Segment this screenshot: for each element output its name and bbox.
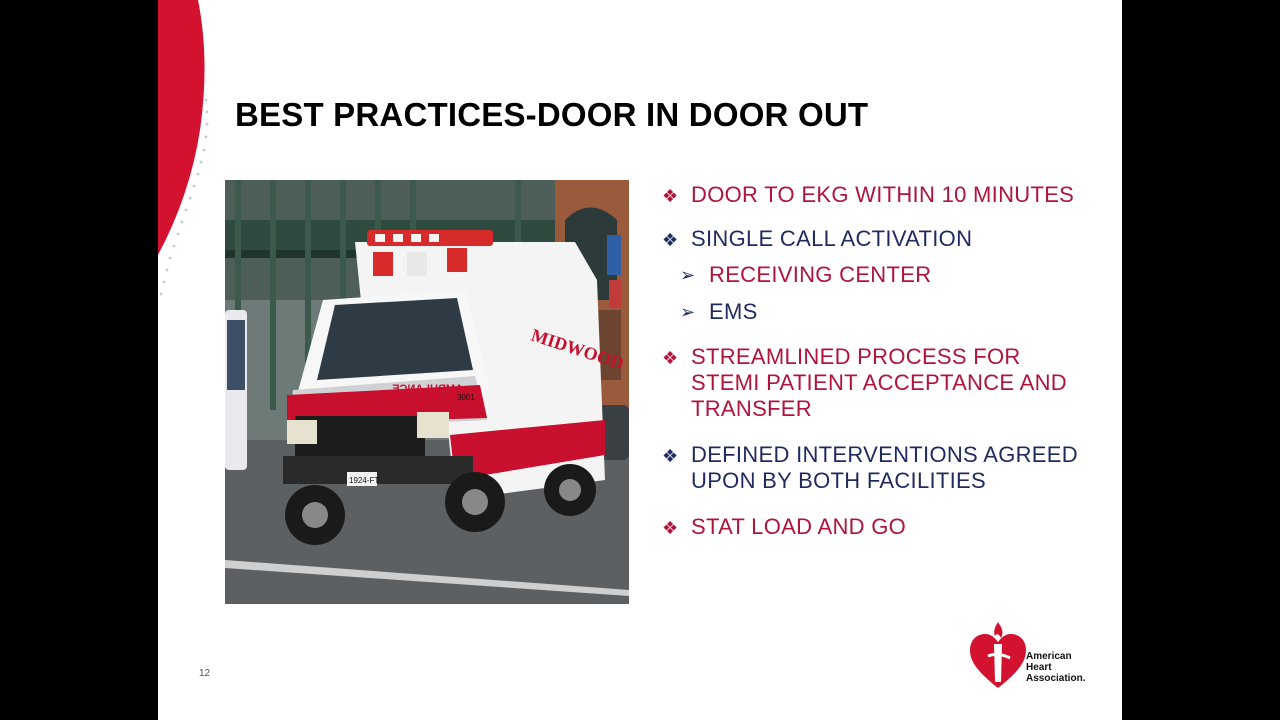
bullet-text: DOOR TO EKG WITHIN 10 MINUTES	[691, 182, 1075, 207]
bullet-item	[662, 514, 1082, 540]
logo-line: American	[1026, 651, 1072, 662]
bullet-list	[662, 182, 1082, 540]
diamond-bullet-icon: ❖	[662, 186, 679, 206]
arrow-bullet-icon: ➢	[680, 265, 696, 285]
diamond-bullet-icon: ❖	[662, 518, 679, 538]
corner-swoosh-decoration	[158, 0, 228, 310]
sub-bullet-item	[662, 299, 1082, 325]
bullet-item	[662, 344, 1082, 422]
diamond-bullet-icon: ❖	[662, 348, 679, 368]
bullet-item	[662, 182, 1082, 208]
license-plate: 1924-FT	[349, 476, 380, 485]
heart-torch-logo-icon	[968, 622, 1028, 692]
arrow-bullet-icon: ➢	[680, 302, 696, 322]
bullet-text: RECEIVING CENTER	[709, 262, 932, 287]
unit-number: 3001	[457, 393, 475, 402]
slide-title: BEST PRACTICES-DOOR IN DOOR OUT	[235, 96, 869, 133]
bullet-text: EMS	[709, 299, 758, 324]
diamond-bullet-icon: ❖	[662, 230, 679, 250]
logo-line: Association.	[1026, 673, 1086, 684]
sub-bullet-item	[662, 262, 1082, 288]
ambulance-photo	[225, 180, 629, 604]
bullet-item	[662, 226, 1082, 252]
bullet-text: STREAMLINED PROCESS FOR STEMI PATIENT ACCEPTANCE AND TRANSFER	[691, 344, 1067, 421]
bullet-text: SINGLE CALL ACTIVATION	[691, 226, 973, 251]
bullet-text: DEFINED INTERVENTIONS AGREED UPON BY BOTH FACILITIES	[691, 442, 1078, 493]
vehicle-lettering: MIDWOOD	[528, 324, 627, 374]
page-number: 12	[199, 668, 211, 679]
diamond-bullet-icon: ❖	[662, 446, 679, 466]
logo-line: Heart	[1026, 662, 1052, 673]
logo-wordmark	[1026, 651, 1085, 684]
bullet-item	[662, 442, 1082, 494]
hood-lettering: AMBULANCE	[392, 383, 463, 395]
bullet-text: STAT LOAD AND GO	[691, 514, 907, 539]
slide	[158, 0, 1122, 720]
